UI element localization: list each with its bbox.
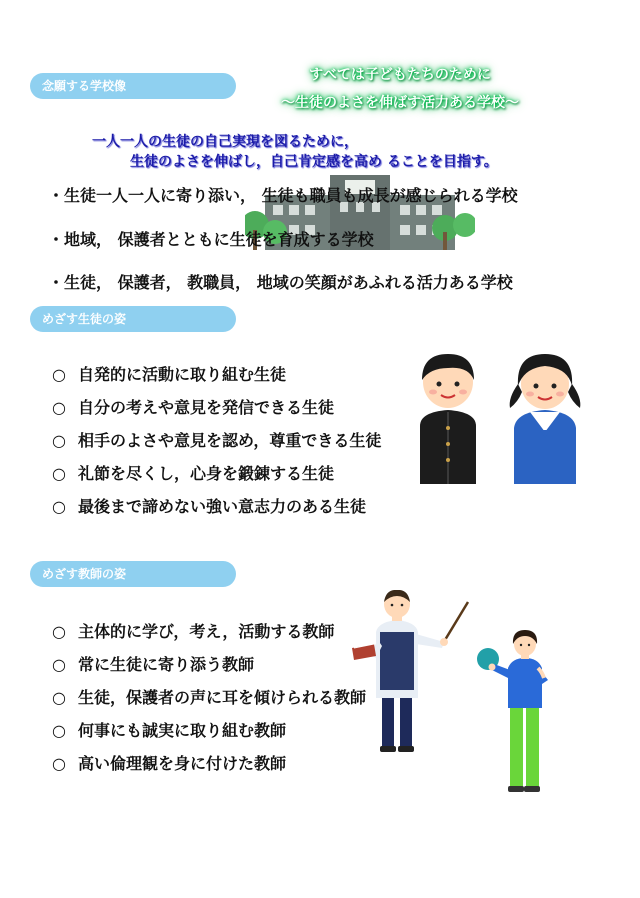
- list-item: ○ 相手のよさや意見を認め，尊重できる生徒: [52, 424, 381, 457]
- circle-mark: ○: [52, 655, 66, 674]
- list-item: ○ 礼節を尽くし，心身を鍛錬する生徒: [52, 457, 381, 490]
- girl-student-icon: [500, 346, 590, 486]
- circle-mark: ○: [52, 464, 66, 483]
- vision-bullet: ・地域， 保護者とともに生徒を育成する学校: [48, 230, 374, 249]
- list-item: ○ 高い倫理観を身に付けた教師: [52, 747, 366, 780]
- male-teacher-icon: [350, 590, 475, 755]
- circle-mark: ○: [52, 754, 66, 773]
- circle-mark: ○: [52, 688, 66, 707]
- teacher-goal-list: [52, 615, 366, 780]
- section-label-teachers: めざす教師の姿: [30, 561, 236, 587]
- circle-mark: ○: [52, 497, 66, 516]
- section-label-vision: 念願する学校像: [30, 73, 236, 99]
- list-item: ○ 自発的に活動に取り組む生徒: [52, 358, 381, 391]
- list-item: ○ 何事にも誠実に取り組む教師: [52, 714, 366, 747]
- goal-line-2: 生徒のよさを伸ばし，自己肯定感を高め ることを目指す。: [130, 154, 498, 170]
- list-item: ○ 常に生徒に寄り添う教師: [52, 648, 366, 681]
- list-item: ○ 最後まで諦めない強い意志力のある生徒: [52, 490, 381, 523]
- boy-student-icon: [408, 346, 488, 486]
- student-goal-list: [52, 358, 381, 523]
- list-item: ○ 生徒，保護者の声に耳を傾けられる教師: [52, 681, 366, 714]
- circle-mark: ○: [52, 398, 66, 417]
- circle-mark: ○: [52, 365, 66, 384]
- vision-bullet: ・生徒， 保護者， 教職員， 地域の笑顔があふれる活力ある学校: [48, 273, 513, 292]
- list-item: ○ 自分の考えや意見を発信できる生徒: [52, 391, 381, 424]
- goal-line-1: 一人一人の生徒の自己実現を図るために，: [92, 134, 358, 150]
- vision-bullet: ・生徒一人一人に寄り添い， 生徒も職員も成長が感じられる学校: [48, 186, 518, 205]
- section-label-students: めざす生徒の姿: [30, 306, 236, 332]
- list-item: ○ 主体的に学び，考え，活動する教師: [52, 615, 366, 648]
- female-teacher-icon: [468, 628, 558, 796]
- circle-mark: ○: [52, 622, 66, 641]
- slogan-line-2: 〜生徒のよさを伸ばす活力ある学校〜: [281, 95, 519, 111]
- slogan-line-1: すべては子どもたちのために: [309, 67, 491, 83]
- circle-mark: ○: [52, 721, 66, 740]
- circle-mark: ○: [52, 431, 66, 450]
